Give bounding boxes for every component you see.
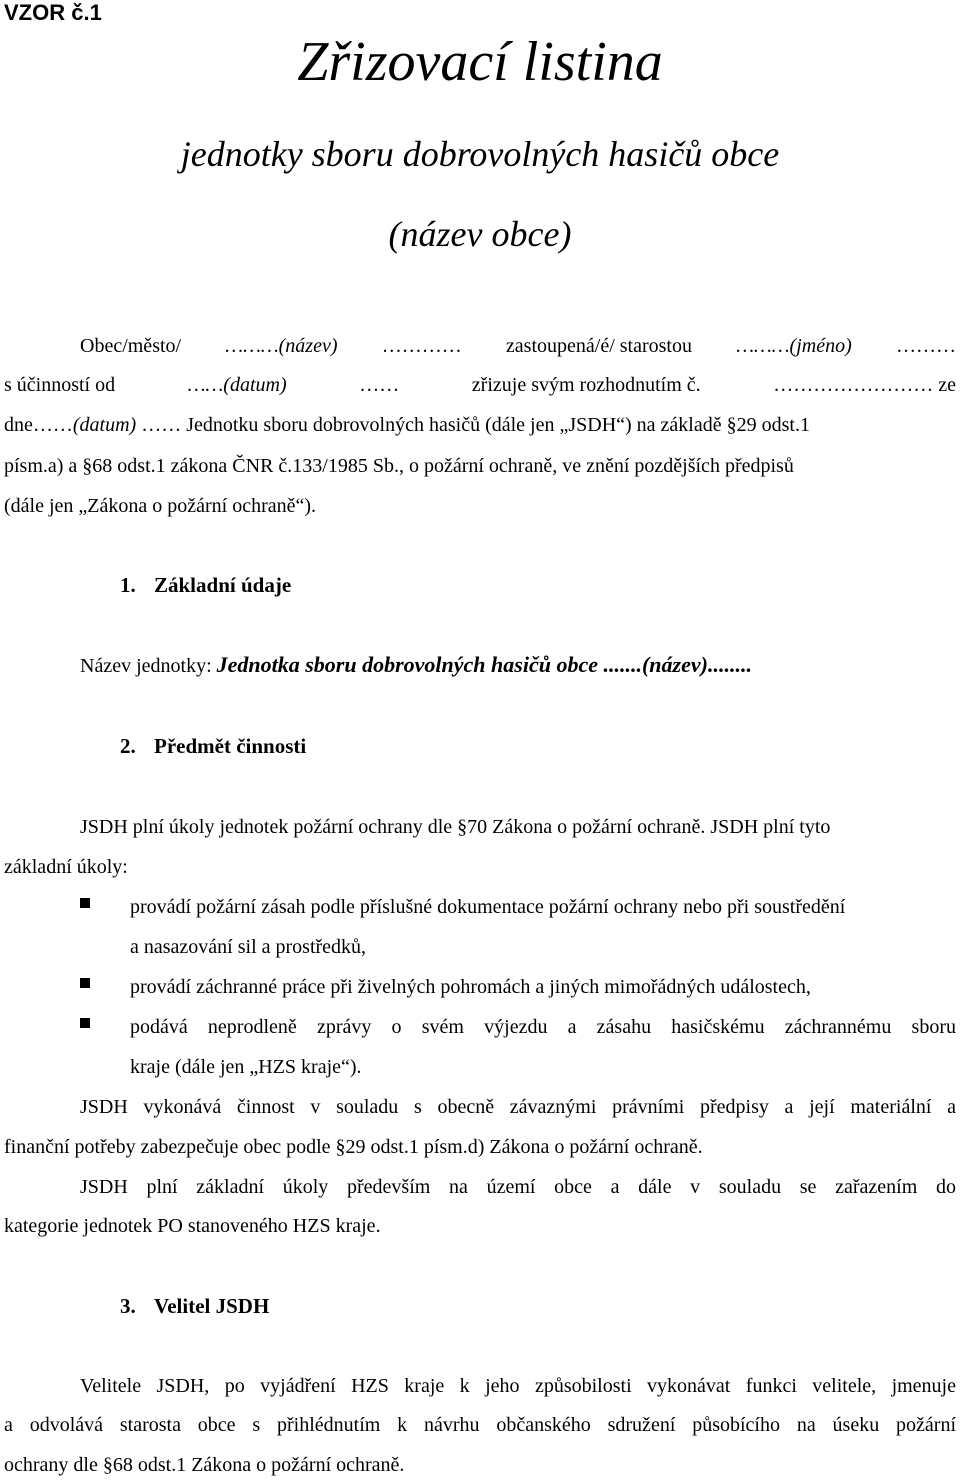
unit-name-label: Název jednotky: [80,655,212,677]
section-number: 3. [120,1294,136,1318]
task-item-1-cont: a nasazování sil a prostředků, [130,936,367,958]
unit-name-value: Jednotka sboru dobrovolných hasičů obce .......(název)........ [216,652,752,677]
unit-name-line [80,651,956,680]
intro-line-3 [4,411,956,439]
placeholder-mayor-name: ………(jméno) [736,335,852,357]
intro-line-1 [80,332,956,360]
document-subtitle: jednotky sboru dobrovolných hasičů obce [180,134,780,174]
section-title: Základní údaje [154,573,292,597]
section-2-text: finanční potřeby zabezpečuje obec podle §29 odst.1 písm.d) Zákona o požární ochraně. [4,1136,703,1158]
section-3-heading [120,1292,269,1320]
section-2-text: kategorie jednotek PO stanoveného HZS kraje. [4,1215,381,1237]
placeholder-name: ………(název) [225,335,338,357]
bullet-square-icon [80,978,90,988]
intro-text: Obec/město/ [80,335,182,357]
section-number: 2. [120,734,136,758]
intro-text: dne…… [4,414,73,436]
section-1-heading [120,571,291,599]
section-2-heading [120,732,306,760]
intro-line-2 [4,371,956,399]
section-title: Předmět činnosti [154,734,307,758]
section-2-text: základní úkoly: [4,856,128,878]
intro-text: ………… [381,335,462,357]
bullet-square-icon [80,1018,90,1028]
bullet-square-icon [80,898,90,908]
intro-text: zřizuje svým rozhodnutím č. [471,374,701,396]
intro-text: zastoupená/é/ starostou [505,335,692,357]
section-3-text: ochrany dle §68 odst.1 Zákona o požární ochraně. [4,1454,405,1476]
document-title: Zřizovací listina [297,31,663,93]
intro-text: …………………… ze [773,374,956,396]
section-3-text: Velitele JSDH, po vyjádření HZS kraje k jeho způsobilosti vykonávat funkci velitele, jmenuje [80,1375,956,1397]
form-label: VZOR č.1 [4,0,102,25]
intro-text: s účinností od [4,374,116,396]
intro-line-4: písm.a) a §68 odst.1 zákona ČNR č.133/1985 Sb., o požární ochraně, ve znění pozdějších předpisů [4,455,794,477]
task-item-2: provádí záchranné práce při živelných pohromách a jiných mimořádných událostech, [130,976,811,998]
section-2-text: JSDH plní úkoly jednotek požární ochrany dle §70 Zákona o požární ochraně. JSDH plní tyto [80,816,831,838]
intro-text: …… [359,374,400,396]
intro-text: ……… [895,335,956,357]
intro-text: …… Jednotku sboru dobrovolných hasičů (dále jen „JSDH“) na základě §29 odst.1 [141,414,810,436]
document-subtitle-municipality: (název obce) [388,214,572,254]
section-number: 1. [120,573,136,597]
task-item-1: provádí požární zásah podle příslušné dokumentace požární ochrany nebo při soustředění [130,896,846,918]
placeholder-date: ……(datum) [187,374,287,396]
section-3-text: a odvolává starosta obce s přihlédnutím k návrhu občanského sdružení působícího na úseku požární [4,1414,956,1436]
task-item-3-cont: kraje (dále jen „HZS kraje“). [130,1056,362,1078]
section-2-text: JSDH plní základní úkoly především na území obce a dále v souladu se zařazením do [80,1176,956,1198]
placeholder-date: (datum) [72,414,137,436]
section-2-text: JSDH vykonává činnost v souladu s obecně závaznými právními předpisy a její materiální a [80,1096,956,1118]
intro-line-5: (dále jen „Zákona o požární ochraně“). [4,495,317,517]
task-item-3: podává neprodleně zprávy o svém výjezdu a zásahu hasičskému záchrannému sboru [130,1016,956,1038]
section-title: Velitel JSDH [154,1294,270,1318]
